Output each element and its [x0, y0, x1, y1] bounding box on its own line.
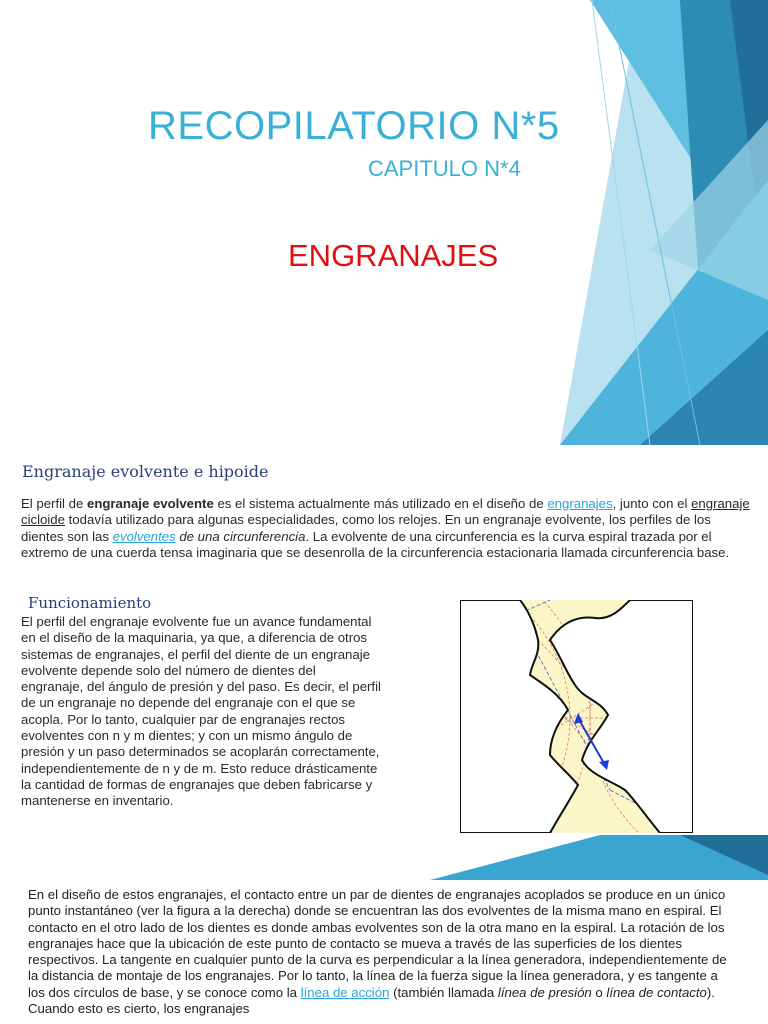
- p1-text-b: es el sistema actualmente más utilizado en el diseño de: [213, 496, 548, 511]
- p3-text-c: o: [591, 984, 607, 1000]
- link-engranajes[interactable]: engranajes: [547, 496, 613, 511]
- paragraph-evolvente: [21, 496, 751, 561]
- section-heading-funcionamiento: Funcionamiento: [28, 594, 152, 612]
- p1-italic: de una circunferencia: [175, 528, 306, 544]
- p3-text-b: (también llamada: [389, 984, 498, 1000]
- link-engranaje-cicloide[interactable]: engranaje cicloide: [21, 496, 750, 528]
- slide-subtitle: CAPITULO N*4: [368, 156, 521, 181]
- gear-involute-figure: [460, 600, 693, 833]
- link-evolventes[interactable]: evolventes: [112, 528, 176, 544]
- paragraph-funcionamiento: El perfil del engranaje evolvente fue un avance fundamental en el diseño de la maquinaria, ya que, a diferencia de otros sistemas de engranajes, el perfil del diente de un engranaje evolvente depende solo del número de dientes del engranaje, del ángulo de presión y del paso. Es decir, el perfil de un engranaje no depende del engranaje con el que se acopla. Por lo tanto, cualquier par de engranajes rectos evolventes con n y m dientes; y con un mismo ángulo de presión y un paso determinados se acoplarán correctamente, independientemente de n y de m. Esto reduce drásticamente la cantidad de formas de engranajes que deben fabricarse y mantenerse en inventario.: [21, 614, 381, 809]
- p1-text-c: , junto con el: [612, 496, 692, 511]
- p1-text-a: El perfil de: [21, 496, 87, 511]
- p3-text-d: ). Cuando esto es cierto, los engranajes: [28, 984, 715, 1017]
- slide-topic: ENGRANAJES: [288, 238, 499, 273]
- p1-text-e: . La evolvente de una circunferencia es la curva espiral trazada por el extremo de una cuerda tensa imaginaria que se desenrolla de la circunferencia estacionaria llamada circunferencia base.: [21, 528, 730, 560]
- link-linea-de-accion[interactable]: línea de acción: [300, 984, 390, 1000]
- p1-bold: engranaje evolvente: [86, 496, 214, 511]
- p1-text-d: todavía utilizado para algunas especialidades, como los relojes. En un engranaje evolvente, los perfiles de los dientes son las: [21, 512, 711, 544]
- p3-italic-2: línea de contacto: [606, 984, 707, 1000]
- p3-text-a: En el diseño de estos engranajes, el contacto entre un par de dientes de engranajes acoplados se produce en un único punto instantáneo (ver la figura a la derecha) donde se encuentran las dos evolventes de la misma mano en espiral. El contacto en el otro lado de los dientes es donde ambas evolventes son de la otra mano en la espiral. La rotación de los engranajes hace que la ubicación de este punto de contacto se mueva a través de las superficies de los dientes respectivos. La tangente en cualquier punto de la curva es perpendicular a la línea generadora, independientemente de la distancia de montaje de los engranajes. Por lo tanto, la línea de la fuerza sigue la línea generadora, y es tangente a los dos círculos de base, y se conoce como la: [28, 887, 727, 1000]
- p3-italic-1: línea de presión: [497, 984, 592, 1000]
- slide-title: RECOPILATORIO N*5: [148, 104, 560, 148]
- paragraph-contacto: [28, 887, 734, 1017]
- section-heading-evolvente: Engranaje evolvente e hipoide: [22, 462, 269, 481]
